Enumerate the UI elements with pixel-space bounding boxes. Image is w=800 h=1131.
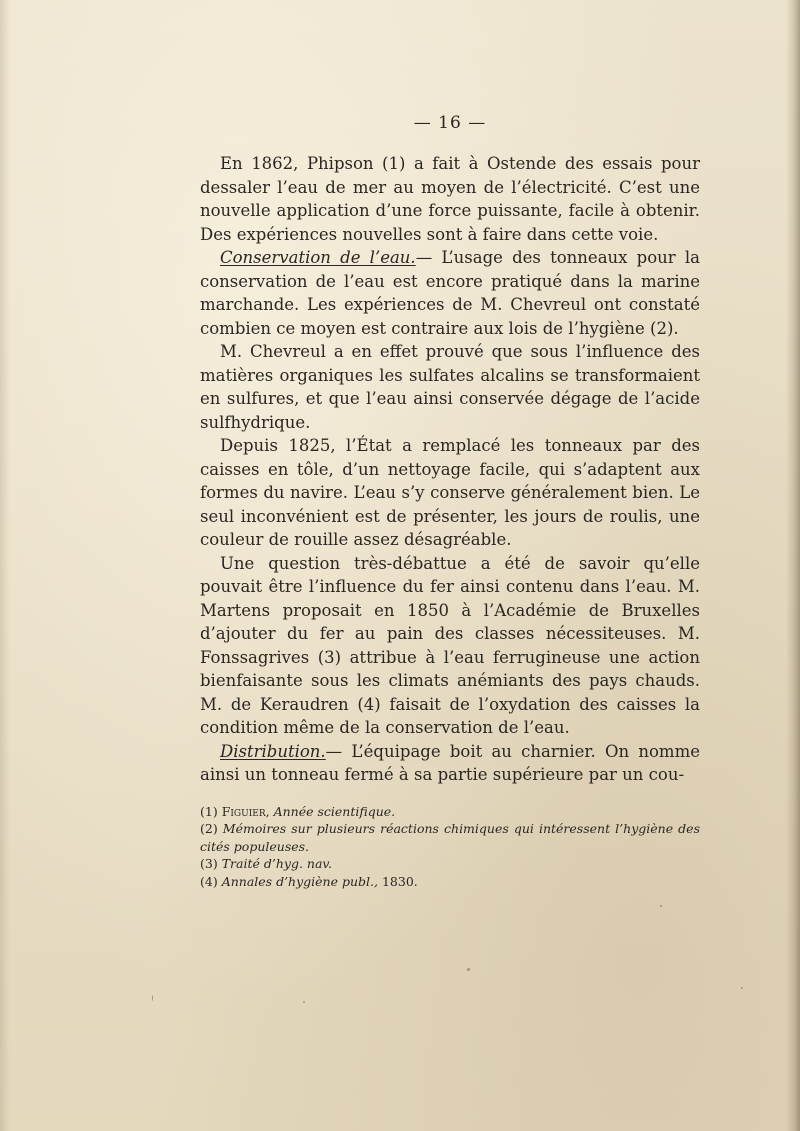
footnote-4 [200, 873, 700, 891]
footnote-author: Figuier, [221, 803, 270, 819]
section-heading-conservation: Conservation de l’eau. [220, 248, 416, 267]
footnote-title: Année scientifique. [273, 803, 396, 819]
paragraph-distribution-text: — L’équipage boit au charnier. On nomme ainsi un tonneau fermé à sa partie supérieure par un cou- [200, 741, 700, 784]
footnote-1 [200, 803, 700, 821]
footnote-title: Traité d’hyg. nav. [221, 856, 332, 871]
page-text [200, 112, 700, 890]
paragraph-chevreul: M. Chevreul a en effet prouvé que sous l’influence des matières organiques les sulfates alcalins se transformaient en sulfures, et que l’eau ainsi conservée dégage de l’acide sulfhydrique. [200, 342, 700, 432]
footnote-2 [200, 820, 700, 855]
paragraph-distribution [200, 740, 700, 787]
footnote-number: (3) [200, 856, 218, 871]
paragraph-phipson: En 1862, Phipson (1) a fait à Ostende des essais pour dessaler l’eau de mer au moyen de l’électricité. C’est une nouvelle application d’une force puissante, facile à obtenir. Des expériences nouvelles sont à faire dans cette voie. [200, 154, 700, 244]
footnotes [200, 803, 700, 891]
footnote-title: Annales d’hygiène publ., [221, 873, 378, 889]
footnote-number: (4) [200, 873, 218, 889]
page-right-shadow [786, 0, 800, 1131]
paragraph-fer: Une question très-débattue a été de savoir qu’elle pouvait être l’influence du fer ainsi contenu dans l’eau. M. Martens proposait en 1850 à l’Académie de Bruxelles d’ajouter du fer au pain des classes nécessiteuses. M. Fonssagrives (3) attribue à l’eau ferrugineuse une action bienfaisante sous les climats anémiants des pays chauds. M. de Keraudren (4) faisait de l’oxydation des caisses la condition même de la conservation de l’eau. [200, 553, 700, 737]
footnote-number: (2) [200, 821, 218, 836]
footnote-title: Mémoires sur plusieurs réactions chimiques qui intéressent l’hygiène des cités populeuses. [200, 821, 700, 854]
page-number: — 16 — [413, 113, 487, 133]
paragraph-conservation-text: — L’usage des tonneaux pour la conservation de l’eau est encore pratiqué dans la marine marchande. Les expériences de M. Chevreul ont constaté combien ce moyen est contraire aux lois de l’hygiène (2). [200, 248, 701, 338]
page-left-shadow [0, 0, 10, 1131]
section-heading-distribution: Distribution. [220, 741, 326, 761]
paragraph-conservation [200, 246, 700, 340]
footnote-year: 1830. [381, 873, 418, 889]
footnote-3 [200, 855, 700, 873]
paragraph-caisses: Depuis 1825, l’État a remplacé les tonneaux par des caisses en tôle, d’un nettoyage facile, qui s’adaptent aux formes du navire. L’eau s’y conserve généralement bien. Le seul inconvénient est de présenter, les jours de roulis, une couleur de rouille assez désagréable. [200, 436, 700, 549]
footnote-number: (1) [200, 803, 218, 819]
